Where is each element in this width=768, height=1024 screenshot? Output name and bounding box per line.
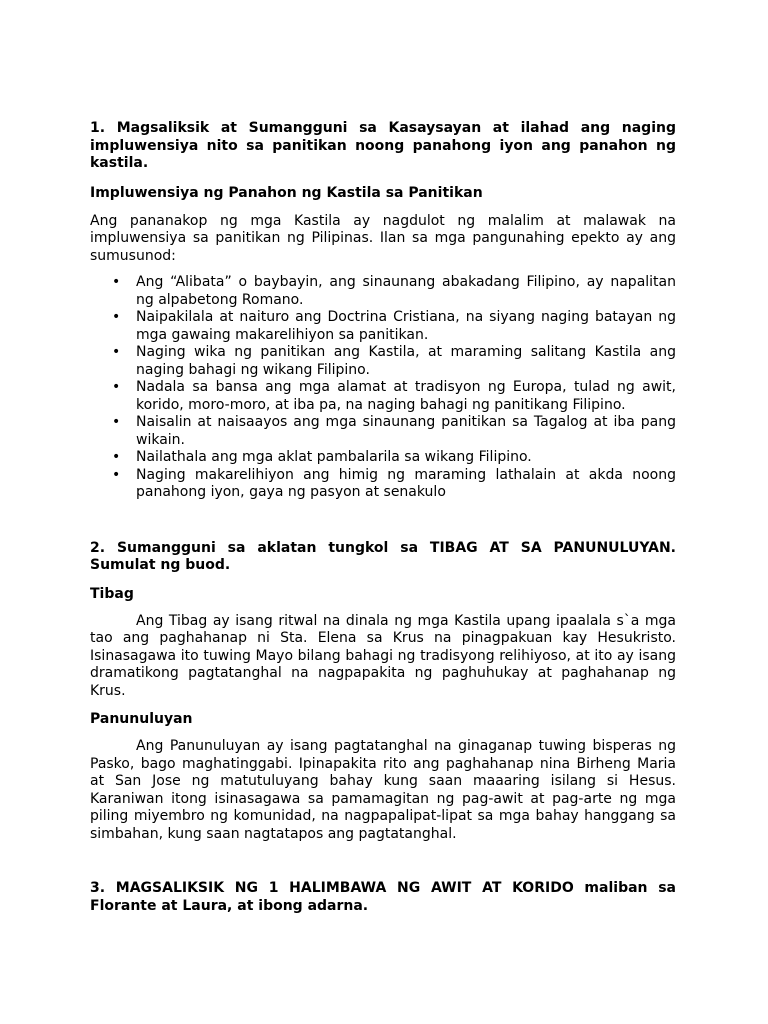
bullet-icon: • <box>112 449 121 465</box>
bullet-icon: • <box>112 344 121 360</box>
question-2: 2. Sumangguni sa aklatan tungkol sa TIBAG AT SA PANUNULUYAN. Sumulat ng buod. <box>90 539 676 573</box>
document-page <box>90 120 676 915</box>
list-item: • Naging makarelihiyon ang himig ng maraming lathalain at akda noong panahong iyon, gaya ng pasyon at senakulo <box>112 466 676 500</box>
bullet-icon: • <box>112 379 121 395</box>
question-1: 1. Magsaliksik at Sumangguni sa Kasaysayan at ilahad ang naging impluwensiya nito sa panitikan noong panahong iyon ang panahon ng kastila. <box>90 120 676 171</box>
bullet-icon: • <box>112 309 121 325</box>
list-item: • Naging wika ng panitikan ang Kastila, at maraming salitang Kastila ang naging bahagi ng wikang Filipino. <box>112 344 676 378</box>
heading-impluwensiya: Impluwensiya ng Panahon ng Kastila sa Panitikan <box>90 184 483 201</box>
bullet-list <box>90 274 676 502</box>
list-item: • Ang “Alibata” o baybayin, ang sinaunang abakadang Filipino, ay napalitan ng alpabetong Romano. <box>112 274 676 308</box>
list-item: • Naipakilala at naituro ang Doctrina Cristiana, na siyang naging batayan ng mga gawaing makarelihiyon sa panitikan. <box>112 309 676 343</box>
panunuluyan-paragraph: Ang Panunuluyan ay isang pagtatanghal na ginaganap tuwing bisperas ng Pasko, bago maghatinggabi. Ipinapakita rito ang paghahanap nina Birheng Maria at San Jose ng matutuluyang bahay kung saan maaaring isilang si Hesus. Karaniwan itong isinasagawa sa pamamagitan ng pag-awit at pag-arte ng mga piling miyembro ng komunidad, na nagpapalipat-lipat sa mga bahay hanggang sa simbahan, kung saan nagtatapos ang pagtatanghal. <box>90 738 676 842</box>
question-3: 3. MAGSALIKSIK NG 1 HALIMBAWA NG AWIT AT KORIDO maliban sa Florante at Laura, at ibong adarna. <box>90 880 676 914</box>
intro-paragraph: Ang pananakop ng mga Kastila ay nagdulot ng malalim at malawak na impluwensiya sa panitikan ng Pilipinas. Ilan sa mga pangunahing epekto ay ang sumusunod: <box>90 212 676 264</box>
heading-tibag: Tibag <box>90 585 134 602</box>
heading-panunuluyan: Panunuluyan <box>90 711 193 727</box>
bullet-icon: • <box>112 274 121 290</box>
list-item: • Naisalin at naisaayos ang mga sinaunang panitikan sa Tagalog at iba pang wikain. <box>112 414 676 448</box>
list-item: • Nadala sa bansa ang mga alamat at tradisyon ng Europa, tulad ng awit, korido, moro-moro, at iba pa, na naging bahagi ng panitikang Filipino. <box>112 379 676 413</box>
bullet-icon: • <box>112 414 121 430</box>
bullet-icon: • <box>112 466 121 483</box>
list-item: • Nailathala ang mga aklat pambalarila sa wikang Filipino. <box>112 449 532 465</box>
tibag-paragraph: Ang Tibag ay isang ritwal na dinala ng mga Kastila upang ipaalala s`a mga tao ang paghahanap ni Sta. Elena sa Krus na pinagpakuan kay Hesukristo. Isinasagawa ito tuwing Mayo bilang bahagi ng tradisyong relihiyoso, at ito ay isang dramatikong pagtatanghal na nagpapakita ng paghuhukay at paghahanap ng Krus. <box>90 612 676 699</box>
